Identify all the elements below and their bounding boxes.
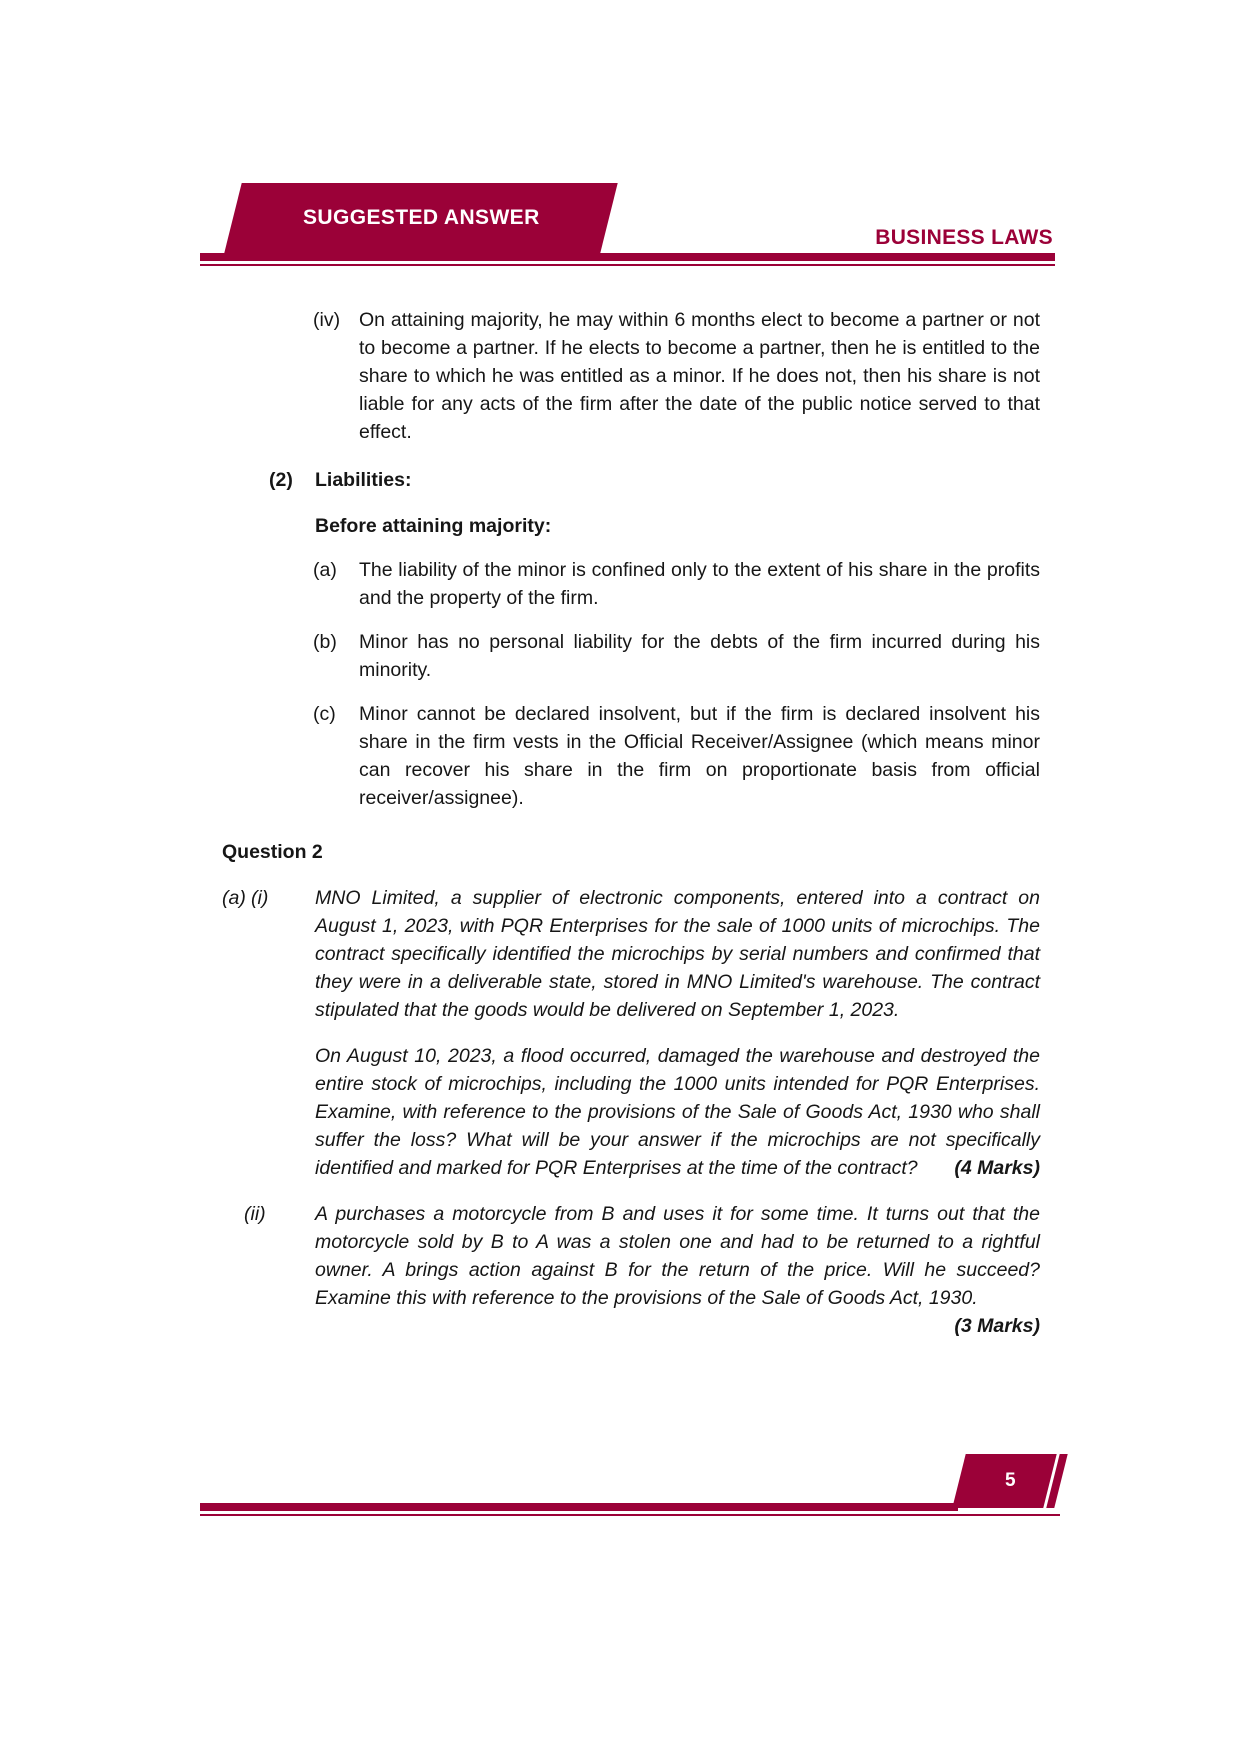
sub-ii-marker: (ii) [244, 1203, 266, 1225]
subheading-before-majority: Before attaining majority: [315, 515, 552, 537]
list-item-b-text: Minor has no personal liability for the debts of the firm incurred during his minority. [359, 631, 1040, 681]
section-2-title: Liabilities: [315, 469, 412, 491]
list-item-c-text: Minor cannot be declared insolvent, but if the firm is declared insolvent his share in the firm vests in the Official Receiver/Assignee (which means minor can recover his share in the firm on proportionate basis from official receiver/assignee). [359, 703, 1040, 809]
section-2-marker: (2) [269, 469, 293, 491]
page-number-badge [952, 1454, 1067, 1508]
question-2a-i [222, 884, 1040, 1024]
question-2a-ii-para [315, 1200, 1040, 1337]
list-marker-b: (b) [313, 631, 337, 653]
list-item-iv [222, 306, 1040, 446]
footer-rule-thick [200, 1503, 958, 1511]
marks-4: (4 Marks) [954, 1157, 1040, 1179]
header-rule-thin [200, 264, 1055, 266]
marks-3: (3 Marks) [954, 1315, 1040, 1337]
suggested-answer-banner [224, 183, 617, 253]
page-number: 5 [1004, 1470, 1016, 1491]
question-2a-i-continued [222, 1042, 1040, 1182]
question-2a-i-para1: MNO Limited, a supplier of electronic components, entered into a contract on August 1, 2023, with PQR Enterprises for the sale of 1000 units of microchips. The contract specifically identified the microchips by serial numbers and confirmed that they were in a deliverable state, stored in MNO Limited's warehouse. The contract stipulated that the goods would be delivered on September 1, 2023. [315, 887, 1040, 1021]
list-item-b [222, 628, 1040, 684]
part-a-marker: (a) [222, 887, 246, 909]
question-2a-ii-para-text: A purchases a motorcycle from B and uses it for some time. It turns out that the motorcycle sold by B to A was a stolen one and had to be returned to a rightful owner. A brings action against B for the return of the price. Will he succeed? Examine this with reference to the provisions of the Sale of Goods Act, 1930. [315, 1203, 1040, 1309]
footer-rule-thin [200, 1514, 1060, 1516]
header-rule-thick [200, 253, 1055, 261]
list-item-a-text: The liability of the minor is confined only to the extent of his share in the profits and the property of the firm. [359, 559, 1040, 609]
list-item-iv-text: On attaining majority, he may within 6 months elect to become a partner or not to become a partner. If he elects to become a partner, then he is entitled to the share to which he was entitled as a minor. If he does not, then his share is not liable for any acts of the firm after the date of the public notice served to that effect. [359, 309, 1040, 443]
list-marker-c: (c) [313, 703, 336, 725]
question-2a-i-para2-text: On August 10, 2023, a flood occurred, damaged the warehouse and destroyed the entire stock of microchips, including the 1000 units intended for PQR Enterprises. Examine, with reference to the provisions of the Sale of Goods Act, 1930 who shall suffer the loss? What will be your answer if the microchips are not specifically identified and marked for PQR Enterprises at the time of the contract? [315, 1045, 1040, 1179]
sub-i-marker: (i) [251, 887, 269, 909]
question-2-heading: Question 2 [222, 841, 323, 863]
page-body [222, 306, 1040, 1340]
subject-title: BUSINESS LAWS [875, 226, 1053, 249]
list-item-a [222, 556, 1040, 612]
list-marker-iv: (iv) [313, 309, 341, 331]
banner-title: SUGGESTED ANSWER [302, 206, 540, 229]
list-marker-a: (a) [313, 559, 337, 581]
section-2-heading [222, 466, 1040, 494]
list-item-c [222, 700, 1040, 812]
question-2a-ii [222, 1200, 1040, 1337]
question-2a-i-para2 [315, 1042, 1040, 1182]
